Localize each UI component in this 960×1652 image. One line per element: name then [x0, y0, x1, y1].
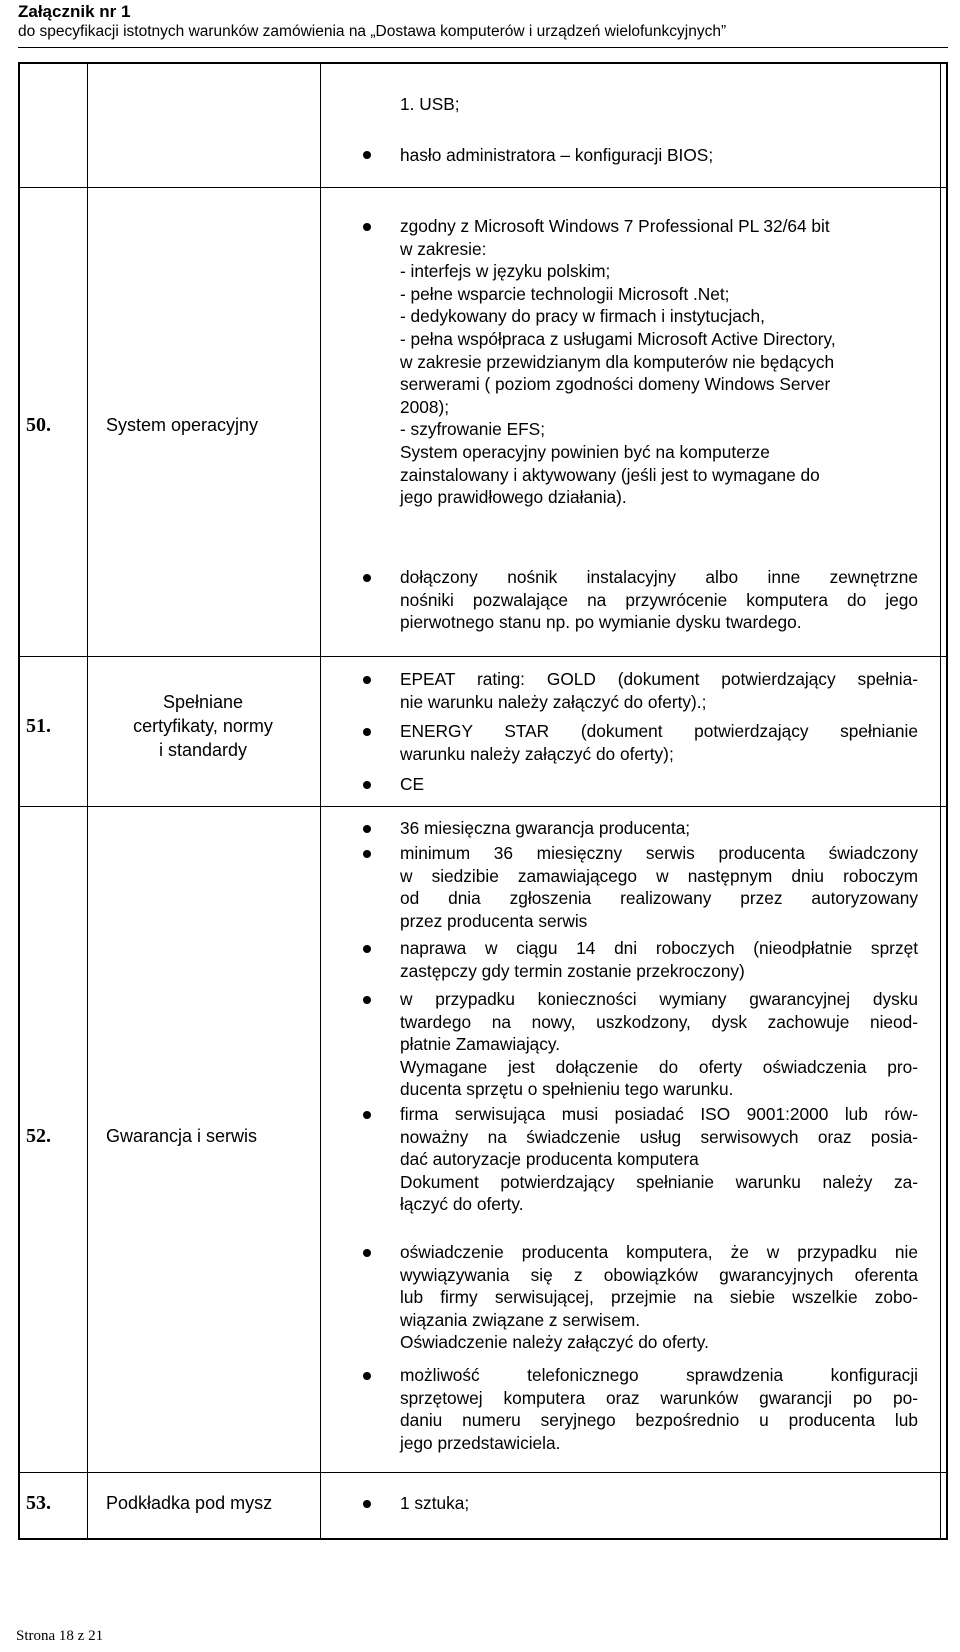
list-item: naprawa w ciągu 14 dni roboczych (nieodpłatnie sprzęt zastępczy gdy termin zostanie przekroczony): [400, 938, 918, 981]
bullet-icon: [363, 151, 371, 159]
list-item: minimum 36 miesięczny serwis producenta świadczony w siedzibie zamawiającego w następnym dniu roboczym od dnia zgłoszenia realizowany przez autoryzowany przez producenta serwis: [400, 843, 918, 931]
row-name: Podkładka pod mysz: [106, 1493, 273, 1513]
row-number: 53.: [26, 1492, 51, 1514]
list-item: w przypadku konieczności wymiany gwarancyjnej dysku twardego na nowy, uszkodzony, dysk zachowuje nieod- płatnie Zamawiający. Wymagane jest dołączenie do oferty oświadczenia pro- ducenta sprzętu o spełnieniu tego warunku.: [400, 989, 918, 1100]
bullet-icon: [363, 825, 371, 833]
bullet-icon: [363, 676, 371, 684]
table-right-border-outer: [946, 62, 948, 1540]
row-separator: [18, 1472, 948, 1473]
list-item: 1. USB;: [400, 94, 460, 114]
list-item: hasło administratora – konfiguracji BIOS;: [400, 145, 714, 165]
bullet-icon: [363, 728, 371, 736]
row-name: System operacyjny: [106, 415, 259, 435]
list-item: oświadczenie producenta komputera, że w przypadku nie wywiązywania się z obowiązków gwarancyjnych oferenta lub firmy serwisującej, przejmie na siebie wszelkie zobo- wiązania związane z serwisem. Oświadczenie należy załączyć do oferty.: [400, 1242, 918, 1353]
list-item: dołączony nośnik instalacyjny albo inne zewnętrzne nośniki pozwalające na przywrócenie komputera do jego pierwotnego stanu np. po wymianie dysku twardego.: [400, 567, 918, 633]
table-col1-border: [87, 62, 88, 1540]
row-number: 51.: [26, 715, 51, 737]
bullet-icon: [363, 574, 371, 582]
table-col2-border: [320, 62, 321, 1540]
table-bottom-border: [18, 1538, 948, 1540]
row-separator: [18, 806, 948, 807]
list-item: 1 sztuka;: [400, 1493, 470, 1513]
table-top-border: [18, 62, 948, 64]
list-item: EPEAT rating: GOLD (dokument potwierdzający spełnia- nie warunku należy załączyć do oferty).;: [400, 669, 918, 712]
table-left-border: [18, 62, 20, 1540]
list-item: CE: [400, 774, 425, 794]
row-separator: [18, 656, 948, 657]
attachment-subtitle: do specyfikacji istotnych warunków zamówienia na „Dostawa komputerów i urządzeń wielofunkcyjnych”: [18, 23, 727, 40]
bullet-icon: [363, 1249, 371, 1257]
list-item: firma serwisująca musi posiadać ISO 9001:2000 lub rów- noważny na świadczenie usług serwisowych oraz posia- dać autoryzacje producenta komputera Dokument potwierdzający spełnianie warunku należy za- łączyć do oferty.: [400, 1104, 918, 1215]
bullet-icon: [363, 850, 371, 858]
list-item: 36 miesięczna gwarancja producenta;: [400, 818, 691, 838]
attachment-title: Załącznik nr 1: [18, 2, 131, 21]
table-right-border: [940, 62, 941, 1540]
bullet-icon: [363, 1111, 371, 1119]
document-header: [18, 2, 726, 42]
list-item: zgodny z Microsoft Windows 7 Professional PL 32/64 bit w zakresie: - interfejs w języku polskim; - pełne wsparcie technologii Microsoft .Net; - dedykowany do pracy w firmach i instytucjach, - pełna współpraca z usługami Microsoft Active Directory, w zakresie przewidzianym dla komputerów nie będących serwerami ( poziom zgodności domeny Windows Server 2008); - szyfrowanie EFS; System operacyjny powinien być na komputerze zainstalowany i aktywowany (jeśli jest to wymagane do jego prawidłowego działania).: [400, 216, 836, 508]
list-item: ENERGY STAR (dokument potwierdzający spełnianie warunku należy załączyć do oferty);: [400, 721, 918, 764]
row-name: Spełniane certyfikaty, normy i standardy: [133, 692, 273, 760]
bullet-icon: [363, 223, 371, 231]
bullet-icon: [363, 1372, 371, 1380]
bullet-icon: [363, 996, 371, 1004]
row-name: Gwarancja i serwis: [106, 1126, 258, 1146]
list-item: możliwość telefonicznego sprawdzenia konfiguracji sprzętowej komputera oraz warunków gwarancji po po- daniu numeru seryjnego bezpośrednio u producenta lub jego przedstawiciela.: [400, 1365, 918, 1453]
bullet-icon: [363, 1500, 371, 1508]
bullet-icon: [363, 945, 371, 953]
page-number: Strona 18 z 21: [16, 1628, 104, 1644]
bullet-icon: [363, 781, 371, 789]
row-number: 50.: [26, 414, 51, 436]
row-number: 52.: [26, 1125, 51, 1147]
header-rule: [18, 47, 948, 48]
row-separator: [18, 187, 948, 188]
